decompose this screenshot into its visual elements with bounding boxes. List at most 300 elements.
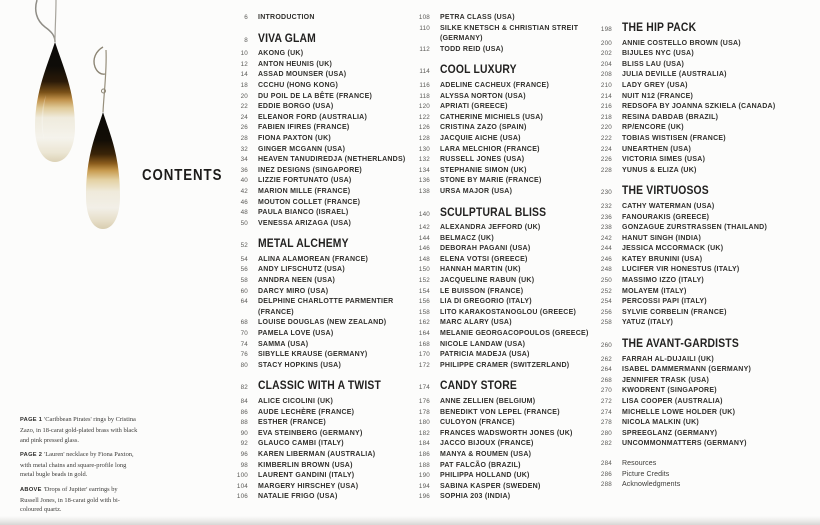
toc-entry-row <box>594 318 800 329</box>
toc-entry-row <box>412 418 595 429</box>
toc-page-number: 228 <box>600 166 612 174</box>
toc-entry-row <box>412 45 595 56</box>
toc-entry-row <box>594 92 800 103</box>
toc-entry-label: RP/ENCORE (UK) <box>622 124 684 132</box>
toc-entry-row <box>412 340 595 351</box>
toc-entry-label: FABIEN IFIRES (FRANCE) <box>258 124 350 132</box>
toc-page-number: 108 <box>418 14 430 21</box>
toc-entry-row <box>594 123 800 134</box>
toc-entry-row <box>594 166 800 177</box>
toc-entry-label: TOBIAS WISTISEN (FRANCE) <box>622 134 726 142</box>
toc-entry-label: JACQUELINE RABUN (UK) <box>440 277 535 285</box>
toc-entry-label: PAMELA LOVE (USA) <box>258 330 334 338</box>
toc-page-number: 58 <box>240 277 248 285</box>
toc-entry-label: MARC ALARY (USA) <box>440 319 512 327</box>
toc-page-number: 174 <box>418 384 430 392</box>
toc-entry-row <box>412 397 595 408</box>
toc-page-number: 218 <box>600 113 612 121</box>
toc-entry-row <box>594 234 800 245</box>
toc-entry-label: STACY HOPKINS (USA) <box>258 361 342 369</box>
toc-page-number: 260 <box>600 342 612 350</box>
toc-entry-row <box>412 461 595 472</box>
toc-page-number: 256 <box>600 308 612 316</box>
toc-page-number: 104 <box>236 482 248 490</box>
toc-entry-row <box>230 350 416 361</box>
toc-entry-label: ELENA VOTSI (GREECE) <box>440 255 528 263</box>
toc-entry-label: SOPHIA 203 (INDIA) <box>440 493 511 501</box>
toc-entry-row <box>230 450 416 461</box>
toc-section-title: VIVA GLAM <box>258 32 316 45</box>
toc-page-number: 250 <box>600 277 612 285</box>
toc-section-row <box>412 64 595 78</box>
toc-entry-label: MARION MILLE (FRANCE) <box>258 187 351 195</box>
toc-page-number: 252 <box>600 287 612 295</box>
toc-page-number: 202 <box>600 50 612 58</box>
toc-page-number: 122 <box>418 113 430 121</box>
toc-entry-label: ISABEL DAMMERMANN (GERMANY) <box>622 366 752 374</box>
toc-entry-row <box>594 459 800 470</box>
toc-page-number: 224 <box>600 145 612 153</box>
toc-page-number: 176 <box>418 398 430 405</box>
toc-page-number: 106 <box>236 493 248 501</box>
toc-entry-row <box>412 92 595 103</box>
toc-entry-row <box>230 429 416 440</box>
toc-entry-row <box>412 265 595 276</box>
toc-entry-row <box>412 145 595 156</box>
toc-entry-row <box>594 49 800 60</box>
toc-entry-row <box>412 450 595 461</box>
toc-entry-label: LADY GREY (USA) <box>622 81 688 89</box>
toc-entry-row <box>230 276 416 287</box>
toc-entry-label: GLAUCO CAMBI (ITALY) <box>258 440 344 448</box>
toc-entry-row <box>594 386 800 397</box>
toc-entry-label: DU POIL DE LA BÊTE (FRANCE) <box>258 92 373 100</box>
toc-page-number: 284 <box>600 459 612 467</box>
toc-entry-row <box>412 223 595 234</box>
toc-page-number: 140 <box>418 210 430 218</box>
toc-entry-row <box>412 24 595 45</box>
toc-entry-label: VENESSA ARIZAGA (USA) <box>258 219 352 227</box>
toc-entry-row <box>594 418 800 429</box>
toc-entry-label: MOLAYEM (ITALY) <box>622 287 687 295</box>
toc-entry-label: CCCHU (HONG KONG) <box>258 81 339 89</box>
toc-section-title: THE HIP PACK <box>622 22 697 34</box>
toc-page-number: 184 <box>418 440 430 448</box>
toc-entry-row <box>594 480 800 491</box>
toc-page-number: 46 <box>240 198 248 206</box>
toc-page-number: 48 <box>240 209 248 217</box>
toc-page-number: 262 <box>600 355 612 363</box>
toc-entry-row <box>412 102 595 113</box>
toc-entry-row <box>412 408 595 419</box>
toc-entry-label: KWODRENT (SINGAPORE) <box>622 387 717 395</box>
toc-page-number: 126 <box>418 124 430 132</box>
toc-section-row <box>412 207 595 221</box>
toc-page-number: 258 <box>600 319 612 327</box>
toc-page-number: 242 <box>600 234 612 242</box>
toc-entry-row <box>230 60 416 71</box>
toc-section-title: SCULPTURAL BLISS <box>440 206 547 219</box>
toc-page-number: 196 <box>418 493 430 501</box>
toc-entry-row <box>594 60 800 71</box>
toc-entry-row <box>412 350 595 361</box>
toc-entry-label: PERCOSSI PAPI (ITALY) <box>622 298 707 306</box>
toc-entry-row <box>412 234 595 245</box>
toc-page-number: 220 <box>600 124 612 132</box>
toc-entry-label: URSA MAJOR (USA) <box>440 187 513 195</box>
toc-entry-row <box>594 113 800 124</box>
toc-entry-row <box>594 213 800 224</box>
caption-paragraph: ABOVE 'Drops of Jupiter' earrings by Russell Jones, in 18-carat gold with bi-coloured quartz. <box>20 485 120 514</box>
toc-entry-row <box>230 418 416 429</box>
toc-entry-label: KATEY BRUNINI (USA) <box>622 255 703 263</box>
toc-entry-label: SYLVIE CORBELIN (FRANCE) <box>622 308 727 316</box>
toc-entry-row <box>594 308 800 319</box>
toc-page-number: 50 <box>240 219 248 227</box>
toc-page-number: 20 <box>240 92 248 100</box>
toc-entry-label: HEAVEN TANUDIREDJA (NETHERLANDS) <box>258 156 406 164</box>
left-earring-drop <box>35 42 75 162</box>
toc-entry-label: PAULA BIANCO (ISRAEL) <box>258 209 349 217</box>
toc-entry-label: ANNDRA NEEN (USA) <box>258 277 336 285</box>
toc-page-number: 100 <box>236 472 248 480</box>
toc-page-number: 216 <box>600 103 612 111</box>
toc-page-number: 114 <box>419 68 430 76</box>
toc-entry-row <box>230 439 416 450</box>
toc-page-number: 110 <box>419 24 430 32</box>
toc-entry-row <box>412 439 595 450</box>
toc-page-number: 98 <box>240 461 248 469</box>
toc-entry-label: UNCOMMONMATTERS (GERMANY) <box>622 440 747 448</box>
toc-entry-label: PHILIPPA HOLLAND (UK) <box>440 472 530 480</box>
toc-entry-label: Resources <box>622 459 657 467</box>
toc-page-number: 186 <box>418 450 430 458</box>
toc-entry-label: Acknowledgments <box>622 481 681 489</box>
toc-entry-label: SILKE KNETSCH & CHRISTIAN STREIT (GERMANY) <box>440 24 579 43</box>
toc-entry-row <box>230 13 416 24</box>
toc-entry-row <box>594 297 800 308</box>
toc-page-number: 130 <box>418 145 430 153</box>
toc-section-title: COOL LUXURY <box>440 64 517 77</box>
toc-entry-row <box>230 198 416 209</box>
toc-entry-label: NICOLE LANDAW (USA) <box>440 340 526 348</box>
toc-entry-label: MOUTON COLLET (FRANCE) <box>258 198 361 206</box>
toc-entry-row <box>412 13 595 24</box>
toc-page-number: 264 <box>600 366 612 374</box>
toc-entry-row <box>594 145 800 156</box>
toc-entry-label: JESSICA MCCORMACK (UK) <box>622 245 724 253</box>
toc-page-number: 282 <box>600 440 612 448</box>
toc-page-number: 92 <box>240 440 248 448</box>
toc-entry-label: LAURENT GANDINI (ITALY) <box>258 472 355 480</box>
toc-entry-label: ALEXANDRA JEFFORD (UK) <box>440 224 541 232</box>
toc-entry-label: KAREN LIBERMAN (AUSTRALIA) <box>258 450 376 458</box>
toc-page-number: 52 <box>240 242 248 250</box>
toc-page-number: 158 <box>418 308 430 316</box>
toc-page-number: 22 <box>240 103 248 111</box>
toc-page-number: 178 <box>418 408 430 416</box>
toc-entry-row <box>412 155 595 166</box>
toc-entry-label: CULOYON (FRANCE) <box>440 419 515 427</box>
toc-entry-row <box>412 113 595 124</box>
toc-entry-label: STONE BY MARIE (FRANCE) <box>440 177 542 185</box>
toc-entry-row <box>230 92 416 103</box>
toc-column-2 <box>412 13 595 503</box>
toc-page-number: 24 <box>240 113 248 121</box>
toc-entry-row <box>412 287 595 298</box>
toc-entry-row <box>412 429 595 440</box>
toc-entry-row <box>230 155 416 166</box>
toc-entry-label: ALYSSA NORTON (USA) <box>440 92 526 100</box>
toc-entry-label: TODD REID (USA) <box>440 45 504 53</box>
toc-entry-label: ASSAD MOUNSER (USA) <box>258 71 347 79</box>
toc-page-number: 64 <box>240 298 248 306</box>
left-earring-post-icon <box>55 0 56 42</box>
left-earring <box>35 0 75 162</box>
toc-page-number: 18 <box>240 81 248 89</box>
toc-entry-label: MASSIMO IZZO (ITALY) <box>622 277 704 285</box>
toc-entry-row <box>594 397 800 408</box>
toc-page-number: 60 <box>240 287 248 295</box>
toc-entry-label: YUNUS & ELIZA (UK) <box>622 166 697 174</box>
toc-page-number: 248 <box>600 266 612 274</box>
toc-entry-label: FANOURAKIS (GREECE) <box>622 213 710 221</box>
toc-page-number: 194 <box>418 482 430 490</box>
toc-entry-row <box>594 265 800 276</box>
toc-page-number: 32 <box>240 145 248 153</box>
toc-entry-label: YATUZ (ITALY) <box>622 319 674 327</box>
toc-entry-row <box>412 134 595 145</box>
toc-entry-label: NICOLA MALKIN (UK) <box>622 419 699 427</box>
toc-entry-label: JACQUIE AICHE (USA) <box>440 134 521 142</box>
toc-page-number: 280 <box>600 429 612 437</box>
toc-page-number: 84 <box>240 398 248 405</box>
toc-section-row <box>412 380 595 394</box>
toc-entry-label: BENEDIKT VON LEPEL (FRANCE) <box>440 408 560 416</box>
toc-entry-row <box>230 408 416 419</box>
toc-entry-label: STEPHANIE SIMON (UK) <box>440 166 527 174</box>
toc-page-number: 268 <box>600 376 612 384</box>
toc-entry-row <box>230 482 416 493</box>
toc-page-number: 156 <box>418 298 430 306</box>
caption-paragraph: PAGE 2 'Lauren' necklace by Fiona Paxton, with metal chains and square-profile long metal bugle beads in gold. <box>20 450 134 479</box>
toc-entry-label: ANNE ZELLIEN (BELGIUM) <box>440 398 536 405</box>
toc-entry-label: AUDE LECHÈRE (FRANCE) <box>258 408 355 416</box>
caption-paragraph: PAGE 1 'Caribbean Pirates' rings by Cristina Zazo, in 18-carat gold-plated brass with black and pink pressed glass. <box>20 416 138 444</box>
toc-entry-row <box>594 470 800 481</box>
toc-entry-row <box>412 187 595 198</box>
toc-page-number: 68 <box>240 319 248 327</box>
toc-entry-label: ELEANOR FORD (AUSTRALIA) <box>258 113 368 121</box>
toc-entry-row <box>594 276 800 287</box>
toc-entry-label: JENNIFER TRASK (USA) <box>622 376 710 384</box>
toc-entry-row <box>230 318 416 329</box>
toc-entry-label: UNEARTHEN (USA) <box>622 145 692 153</box>
toc-page-number: 254 <box>600 298 612 306</box>
toc-entry-label: NUIT N12 (FRANCE) <box>622 92 694 100</box>
toc-section-row <box>594 185 800 199</box>
toc-page-number: 236 <box>600 213 612 221</box>
toc-entry-row <box>594 408 800 419</box>
toc-page-number: 74 <box>240 340 248 348</box>
toc-entry-label: REDSOFA BY JOANNA SZKIELA (CANADA) <box>622 103 776 111</box>
caption-lead: PAGE 2 <box>20 451 45 458</box>
earrings-photo <box>0 0 230 240</box>
toc-page-number: 272 <box>600 398 612 405</box>
toc-page-number: 286 <box>600 470 612 478</box>
toc-entry-label: BLISS LAU (USA) <box>622 60 685 68</box>
toc-entry-row <box>230 113 416 124</box>
toc-page-number: 54 <box>240 255 248 263</box>
toc-page-number: 170 <box>418 351 430 359</box>
toc-entry-row <box>412 308 595 319</box>
toc-entry-row <box>412 255 595 266</box>
toc-entry-label: EVA STEINBERG (GERMANY) <box>258 429 363 437</box>
toc-entry-row <box>230 492 416 503</box>
toc-entry-row <box>230 102 416 113</box>
toc-page-number: 76 <box>240 351 248 359</box>
toc-page-number: 138 <box>418 187 430 195</box>
toc-section-row <box>230 238 416 252</box>
toc-section-row <box>594 338 800 352</box>
toc-entry-label: VICTORIA SIMES (USA) <box>622 156 706 164</box>
toc-entry-label: GONZAGUE ZURSTRASSEN (THAILAND) <box>622 224 768 232</box>
toc-section-title: CANDY STORE <box>440 380 517 393</box>
toc-entry-label: PETRA CLASS (USA) <box>440 14 515 21</box>
toc-page-number: 270 <box>600 387 612 395</box>
toc-page-number: 180 <box>418 419 430 427</box>
toc-entry-label: FRANCES WADSWORTH JONES (UK) <box>440 429 573 437</box>
toc-entry-label: JACCO BIJOUX (FRANCE) <box>440 440 534 448</box>
toc-entry-label: FARRAH AL-DUJAILI (UK) <box>622 355 714 363</box>
toc-entry-label: MANYA & ROUMEN (USA) <box>440 450 532 458</box>
toc-section-title: CLASSIC WITH A TWIST <box>258 380 382 393</box>
toc-entry-row <box>230 187 416 198</box>
caption-lead: ABOVE <box>20 486 44 493</box>
toc-entry-row <box>594 70 800 81</box>
toc-entry-label: AKONG (UK) <box>258 50 304 58</box>
toc-page-number: 10 <box>240 50 248 58</box>
toc-entry-label: DEBORAH PAGANI (USA) <box>440 245 531 253</box>
toc-entry-row <box>594 255 800 266</box>
toc-entry-row <box>230 471 416 482</box>
toc-page-number: 154 <box>418 287 430 295</box>
toc-entry-label: MELANIE GEORGACOPOULOS (GREECE) <box>440 330 589 338</box>
toc-page-number: 96 <box>240 450 248 458</box>
toc-entry-label: CATHY WATERMAN (USA) <box>622 202 715 210</box>
toc-entry-row <box>230 49 416 60</box>
toc-page-number: 144 <box>418 234 430 242</box>
captions <box>20 415 138 520</box>
toc-entry-row <box>594 202 800 213</box>
toc-page-number: 198 <box>600 26 612 33</box>
toc-entry-label: ANDY LIFSCHUTZ (USA) <box>258 266 345 274</box>
toc-page-number: 190 <box>418 472 430 480</box>
toc-entry-row <box>412 492 595 503</box>
toc-entry-label: ALICE CICOLINI (UK) <box>258 398 334 405</box>
toc-page-number: 6 <box>244 14 248 21</box>
toc-entry-label: APRIATI (GREECE) <box>440 103 508 111</box>
left-earring-hook-icon <box>36 0 55 42</box>
toc-section-row <box>594 22 800 36</box>
toc-page-number: 36 <box>240 166 248 174</box>
toc-entry-row <box>412 361 595 372</box>
toc-entry-label: BELMACZ (UK) <box>440 234 494 242</box>
page-edge-shadow <box>0 516 820 525</box>
toc-entry-row <box>594 134 800 145</box>
toc-entry-label: INEZ DESIGNS (SINGAPORE) <box>258 166 363 174</box>
toc-page-number: 214 <box>600 92 612 100</box>
toc-section-row <box>230 33 416 47</box>
toc-entry-label: LITO KARAKOSTANOGLOU (GREECE) <box>440 308 577 316</box>
right-earring-post-icon <box>103 50 106 112</box>
toc-entry-label: CATHERINE MICHIELS (USA) <box>440 113 544 121</box>
toc-entry-row <box>594 102 800 113</box>
toc-entry-label: EDDIE BORGO (USA) <box>258 103 334 111</box>
toc-entry-row <box>594 39 800 50</box>
toc-entry-row <box>412 329 595 340</box>
toc-entry-label: ANNIE COSTELLO BROWN (USA) <box>622 39 741 47</box>
toc-page-number: 70 <box>240 330 248 338</box>
toc-entry-label: DARCY MIRO (USA) <box>258 287 329 295</box>
toc-page-number: 238 <box>600 224 612 232</box>
toc-entry-row <box>230 329 416 340</box>
toc-page-number: 80 <box>240 361 248 369</box>
toc-entry-label: RESINA DABDAB (BRAZIL) <box>622 113 719 121</box>
toc-page-number: 152 <box>418 277 430 285</box>
toc-entry-row <box>594 355 800 366</box>
toc-entry-label: INTRODUCTION <box>258 14 315 21</box>
toc-column-3 <box>594 13 800 491</box>
toc-entry-label: LISA COOPER (AUSTRALIA) <box>622 398 723 405</box>
toc-page-number: 34 <box>240 156 248 164</box>
toc-page-number: 116 <box>419 81 430 89</box>
toc-page-number: 230 <box>600 189 612 197</box>
toc-entry-row <box>594 365 800 376</box>
toc-entry-label: CRISTINA ZAZO (SPAIN) <box>440 124 527 132</box>
right-earring <box>86 47 120 229</box>
toc-entry-row <box>594 439 800 450</box>
toc-entry-row <box>230 255 416 266</box>
toc-entry-row <box>230 397 416 408</box>
toc-column-1 <box>230 13 416 503</box>
toc-entry-label: DELPHINE CHARLOTTE PARMENTIER (FRANCE) <box>258 298 394 316</box>
toc-section-title: THE VIRTUOSOS <box>622 185 709 198</box>
toc-page-number: 134 <box>418 166 430 174</box>
toc-entry-label: LIZZIE FORTUNATO (USA) <box>258 177 352 185</box>
toc-entry-label: PAT FALCÃO (BRAZIL) <box>440 461 521 469</box>
toc-page-number: 8 <box>244 36 248 44</box>
toc-page-number: 82 <box>240 384 248 392</box>
toc-entry-label: PHILIPPE CRAMER (SWITZERLAND) <box>440 361 570 369</box>
toc-page-number: 288 <box>600 481 612 489</box>
toc-page-number: 90 <box>240 429 248 437</box>
toc-page-number: 26 <box>240 124 248 132</box>
toc-entry-row <box>412 123 595 134</box>
toc-entry-label: ADELINE CACHEUX (FRANCE) <box>440 81 550 89</box>
toc-entry-row <box>230 287 416 298</box>
toc-entry-label: LUCIFER VIR HONESTUS (ITALY) <box>622 266 740 274</box>
toc-entry-label: FIONA PAXTON (UK) <box>258 134 331 142</box>
toc-page-number: 274 <box>600 408 612 416</box>
toc-entry-row <box>230 208 416 219</box>
toc-entry-label: PATRICIA MADEJA (USA) <box>440 351 530 359</box>
toc-entry-label: KIMBERLIN BROWN (USA) <box>258 461 353 469</box>
toc-page-number: 232 <box>600 202 612 210</box>
toc-entry-row <box>412 297 595 308</box>
toc-page-number: 182 <box>418 429 430 437</box>
toc-entry-row <box>230 166 416 177</box>
